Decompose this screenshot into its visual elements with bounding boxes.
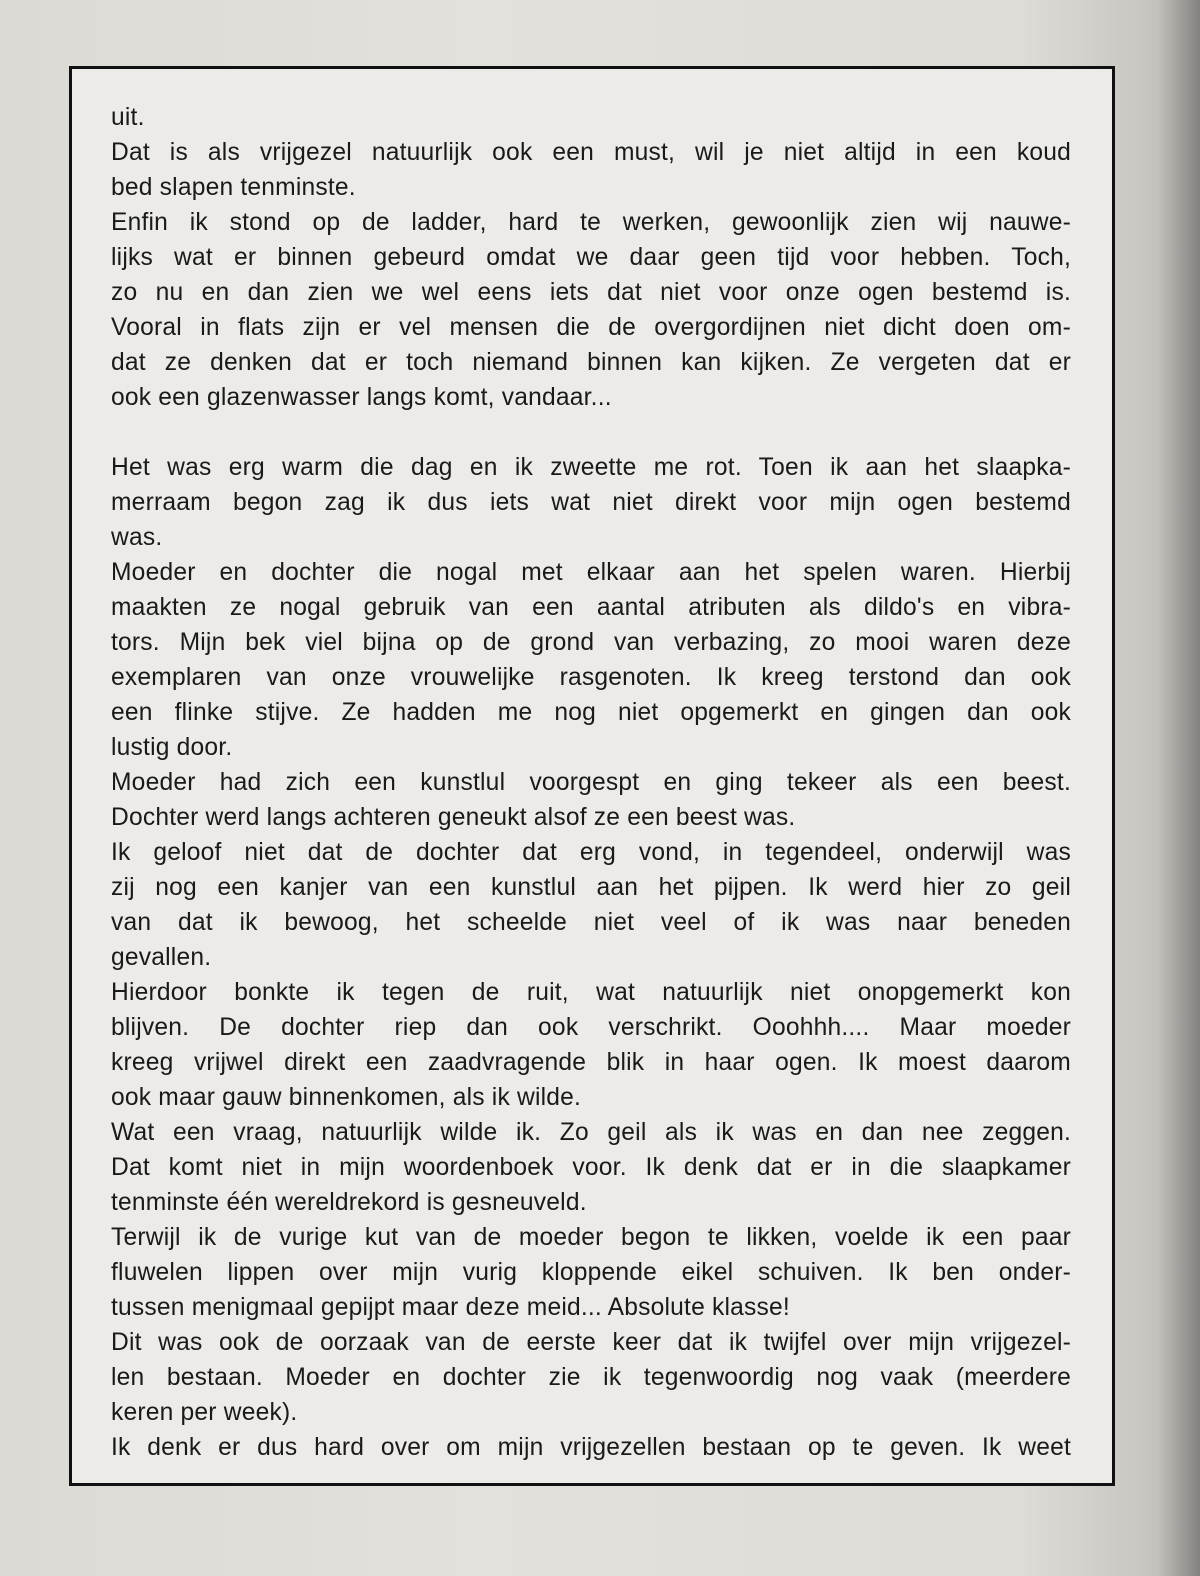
text-line: ook een glazenwasser langs komt, vandaar... [111, 384, 612, 411]
text-line: Moeder en dochter die nogal met elkaar aan het spelen waren. Hierbij [111, 559, 1071, 586]
text-line: Vooral in flats zijn er vel mensen die de overgordijnen niet dicht doen om- [111, 314, 1071, 341]
text-line: Dat komt niet in mijn woordenboek voor. Ik denk dat er in die slaapkamer [111, 1154, 1071, 1181]
text-line: Enfin ik stond op de ladder, hard te werken, gewoonlijk zien wij nauwe- [111, 209, 1071, 236]
text-line: maakten ze nogal gebruik van een aantal atributen als dildo's en vibra- [111, 594, 1071, 621]
text-line: dat ze denken dat er toch niemand binnen kan kijken. Ze vergeten dat er [111, 349, 1071, 376]
text-line: een flinke stijve. Ze hadden me nog niet opgemerkt en gingen dan ook [111, 699, 1071, 726]
text-line: ook maar gauw binnenkomen, als ik wilde. [111, 1084, 582, 1111]
text-line: kreeg vrijwel direkt een zaadvragende blik in haar ogen. Ik moest daarom [111, 1049, 1071, 1076]
text-line: Moeder had zich een kunstlul voorgespt en ging tekeer als een beest. [111, 769, 1071, 796]
text-line: merraam begon zag ik dus iets wat niet direkt voor mijn ogen bestemd [111, 489, 1071, 516]
page-edge-shadow [1158, 0, 1200, 1576]
text-line: Wat een vraag, natuurlijk wilde ik. Zo geil als ik was en dan nee zeggen. [111, 1119, 1071, 1146]
text-line: tussen menigmaal gepijpt maar deze meid... Absolute klasse! [111, 1294, 790, 1321]
text-line: Hierdoor bonkte ik tegen de ruit, wat natuurlijk niet onopgemerkt kon [111, 979, 1071, 1006]
text-line: Ik geloof niet dat de dochter dat erg vond, in tegendeel, onderwijl was [111, 839, 1071, 866]
text-line: lustig door. [111, 734, 233, 761]
text-line: exemplaren van onze vrouwelijke rasgenoten. Ik kreeg terstond dan ook [111, 664, 1071, 691]
text-line: Dat is als vrijgezel natuurlijk ook een must, wil je niet altijd in een koud [111, 139, 1071, 166]
text-line: van dat ik bewoog, het scheelde niet veel of ik was naar beneden [111, 909, 1071, 936]
text-line: keren per week). [111, 1399, 298, 1426]
text-line: Terwijl ik de vurige kut van de moeder begon te likken, voelde ik een paar [111, 1224, 1071, 1251]
body-text [111, 100, 1071, 1465]
text-line: tenminste één wereldrekord is gesneuveld. [111, 1189, 587, 1216]
text-line: gevallen. [111, 944, 212, 971]
text-line: tors. Mijn bek viel bijna op de grond van verbazing, zo mooi waren deze [111, 629, 1071, 656]
text-line: zij nog een kanjer van een kunstlul aan het pijpen. Ik werd hier zo geil [111, 874, 1071, 901]
text-line: zo nu en dan zien we wel eens iets dat niet voor onze ogen bestemd is. [111, 279, 1071, 306]
text-line: Ik denk er dus hard over om mijn vrijgezellen bestaan op te geven. Ik weet [111, 1434, 1071, 1461]
text-line: Dit was ook de oorzaak van de eerste keer dat ik twijfel over mijn vrijgezel- [111, 1329, 1071, 1356]
text-line: Het was erg warm die dag en ik zweette me rot. Toen ik aan het slaapka- [111, 454, 1071, 481]
text-line: lijks wat er binnen gebeurd omdat we daar geen tijd voor hebben. Toch, [111, 244, 1071, 271]
text-line: Dochter werd langs achteren geneukt alsof ze een beest was. [111, 804, 796, 831]
blank-line [111, 415, 1071, 450]
text-line: fluwelen lippen over mijn vurig kloppende eikel schuiven. Ik ben onder- [111, 1259, 1071, 1286]
text-line: len bestaan. Moeder en dochter zie ik tegenwoordig nog vaak (meerdere [111, 1364, 1071, 1391]
text-line: uit. [111, 104, 145, 131]
text-line: blijven. De dochter riep dan ook verschrikt. Ooohhh.... Maar moeder [111, 1014, 1071, 1041]
text-line: bed slapen tenminste. [111, 174, 356, 201]
text-line: was. [111, 524, 163, 551]
text-frame [69, 66, 1115, 1486]
